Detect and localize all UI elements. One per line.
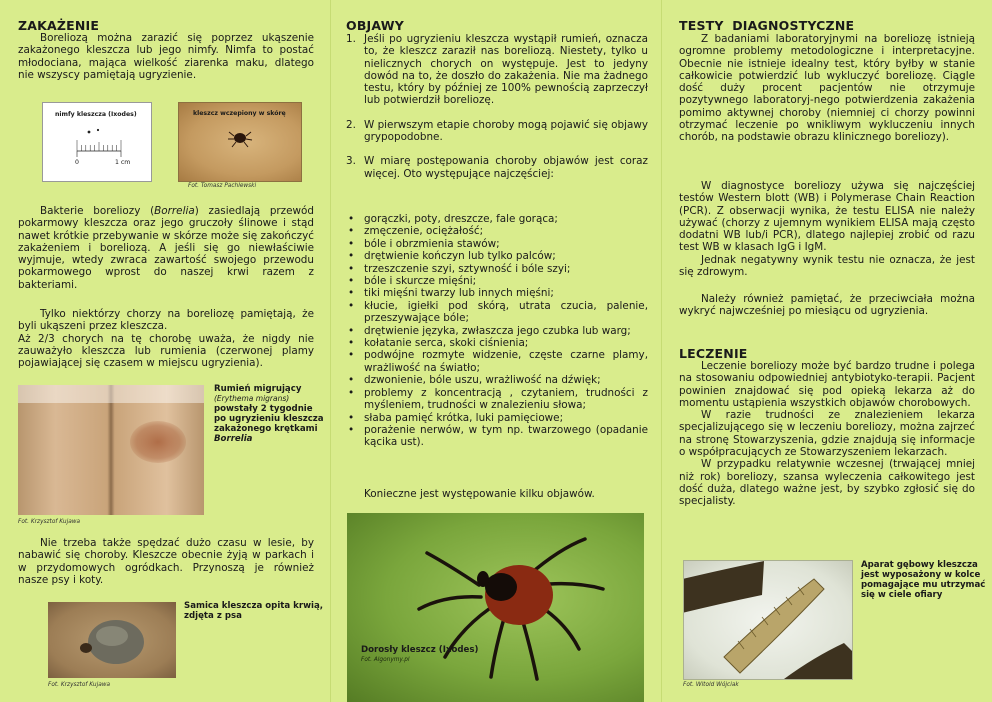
treatment-paragraph: Leczenie boreliozy może być bardzo trudne i polega na stosowaniu odpowiedniej antybiotyko-terapii. Pacjent powinien znajdować się pod opieką lekarza aż do momentu ustąpienia wszystkich objawów chorobowych. W razie trudności ze znalezieniem lekarza specjalizującego się w leczeniu boreliozy, można zajrzeć na stronę Stowarzyszenia, gdzie znajdują się informacje o współpracujących ze Stowarzyszeniem lekarzach. W przypadku relatywnie wczesnej (trwającej mniej niż rok) boreliozy, szansa wyleczenia całkowitego jest dość duża, dlatego ważne jest, by szybko zgłosić się do specjalisty. [679,360,975,508]
nymph-figure [42,102,152,182]
heading-symptoms: OBJAWY [346,18,404,33]
column-symptoms [330,0,661,702]
list-item: • trzeszczenie szyi, sztywność i bóle szyi; [336,263,648,275]
adult-tick-caption: Dorosły kleszcz (Ixodes) [361,645,479,655]
photo-credit: Fot. Krzysztof Kujawa [18,519,81,525]
list-item: • podwójne rozmyte widzenie, częste czarne plamy, wrażliwość na światło; [336,349,648,374]
intro-paragraph: Boreliozą można zarazić się poprzez ukąszenie zakażonego kleszcza lub jego nimfy. Nimfa to postać młodociana, mająca wielkość ziarenka maku, dlatego nie wszyscy pamiętają ugryzienie. [18,32,314,81]
nymph-label: nimfy kleszcza (Ixodes) [55,111,137,118]
list-item: • bóle i obrzmienia stawów; [336,238,648,250]
engorged-tick-icon [76,612,150,670]
ruler-zero-label: 0 [75,159,79,166]
photo-credit: Fot. Tomasz Pachlewski [188,183,257,189]
habitat-paragraph: Nie trzeba także spędzać dużo czasu w lesie, by nabawić się choroby. Kleszcze obecnie żyją w parkach i w przydomowych ogródkach. Przynoszą je również nasze psy i koty. [18,537,314,586]
photo-credit: Fot. Witold Wójciak [683,682,739,688]
engorged-tick-caption: Samica kleszcza opita krwią, zdjęta z psa [184,601,324,621]
list-item: 2. W pierwszym etapie choroby mogą pojawić się objawy grypopodobne. [346,118,648,144]
heading-infection: ZAKAŻENIE [18,18,100,33]
bacteria-paragraph: Bakterie boreliozy (Borrelia) zasiedlają przewód pokarmowy kleszcza oraz jego gruczoły ślinowe i stąd nawet krótkie przebywanie w skórze może się zakończyć zakażeniem i boreliozą. A jeśli się go niewłaściwie wyjmuje, wtedy zwraca zawartość swojego przewodu pokarmowego wprost do naszej krwi razem z bakteriami. [18,205,314,291]
engorged-tick-photo [48,602,176,678]
adult-tick-photo [347,513,644,702]
tick-on-skin-photo [178,102,302,182]
list-item: 1. Jeśli po ugryzieniu kleszcza wystąpił rumień, oznacza to, że kleszcz zaraził nas boreliozą. Niestety, tylko u nielicznych chorych on występuje. Jest to jedyny dowód na to, że doszło do zakażenia. Nie ma żadnego testu, który by później ze 100% pewnością zaprzeczył lub potwierdził boreliozę. [346,33,648,107]
awareness-paragraph: Tylko niektórzy chorzy na boreliozę pamiętają, że byli ukąszeni przez kleszcza. Aż 2/3 chorych na tę chorobę uważa, że nigdy nie zauważyło kleszcza lub rumienia (czerwonej plamy pojawiającej się czasem w miejscu ugryzienia). [18,308,314,370]
list-item: • kołatanie serca, skoki ciśnienia; [336,337,648,349]
tick-icon [227,127,253,149]
symptoms-numbered-list [336,33,648,180]
diagnostics-paragraph-3: Należy również pamiętać, że przeciwciała można wykryć najwcześniej po miesiącu od ugryzienia. [679,293,975,318]
list-item: 3. W miarę postępowania choroby objawów jest coraz więcej. Oto występujące najczęściej: [346,155,648,180]
list-item: • słaba pamięć krótka, luki pamięciowe; [336,412,648,424]
tick-on-skin-label: kleszcz wczepiony w skórę [193,110,286,117]
column-diagnostics-treatment [661,0,992,702]
erythema-photo [18,385,204,515]
list-item: • bóle i skurcze mięśni; [336,275,648,287]
list-item: • porażenie nerwów, w tym np. twarzowego (opadanie kącika ust). [336,424,648,449]
list-item: • zmęczenie, ociężałość; [336,225,648,237]
diagnostics-paragraph-1: Z badaniami laboratoryjnymi na boreliozę istnieją ogromne problemy metodologiczne i interpretacyjne. Obecnie nie istnieje idealny test, który byłby w stanie całkowicie potwierdzić lub wykluczyć boreliozę. Ciągle dość duży procent pacjentów nie otrzymuje pozytywnego laboratoryj-nego potwierdzenia zakażenia pomimo aktywnej choroby (niemniej ci chorzy powinni otrzymać leczenie po wnikliwym wykluczeniu innych chorób, na podstawie obrazu klinicznego boreliozy). [679,33,975,144]
closing-note: Konieczne jest występowanie kilku objawów. [364,488,595,500]
photo-credit: Fot. Krzysztof Kujawa [48,682,111,688]
list-item: • drętwienie kończyn lub tylko palców; [336,250,648,262]
adult-tick-icon [409,525,609,685]
mouthparts-caption: Aparat gębowy kleszcza jest wyposażony w kolce pomagające mu utrzymać się w ciele ofiary [861,560,986,600]
ruler-cm-label: 1 cm [115,159,131,166]
mouthparts-photo [683,560,853,680]
list-item: • drętwienie języka, zwłaszcza jego czubka lub warg; [336,325,648,337]
list-item: • problemy z koncentracją , czytaniem, trudności z myśleniem, trudności w znalezieniu słowa; [336,387,648,412]
list-item: • dzwonienie, bóle uszu, wrażliwość na dźwięk; [336,374,648,386]
heading-diagnostics: TESTY DIAGNOSTYCZNE [679,18,855,33]
heading-treatment: LECZENIE [679,346,748,361]
erythema-caption: Rumień migrujący (Erythema migrans) powstały 2 tygodnie po ugryzieniu kleszcza zakażonego krętkami Borrelia [214,384,324,444]
list-item: • kłucie, igiełki pod skórą, utrata czucia, palenie, przeszywające bóle; [336,300,648,325]
photo-credit: Fot. Algonymy.pl [361,657,410,663]
mouthparts-icon [684,561,852,679]
list-item: • tiki mięśni twarzy lub innych mięśni; [336,287,648,299]
list-item: • gorączki, poty, dreszcze, fale gorąca; [336,213,648,225]
column-infection [0,0,330,702]
symptoms-bullet-list [336,213,648,449]
diagnostics-paragraph-2: W diagnostyce boreliozy używa się najczęściej testów Western blott (WB) i Polymerase Chain Reaction (PCR). Z obserwacji wynika, że testu ELISA nie należy używać (chorzy z ujemnym wynikiem ELISA mają często dodatni WB lub/i PCR), dlatego najlepiej zrobić od razu test WB w klasach IgG i IgM. Jednak negatywny wynik testu nie oznacza, że jest się zdrowym. [679,180,975,279]
